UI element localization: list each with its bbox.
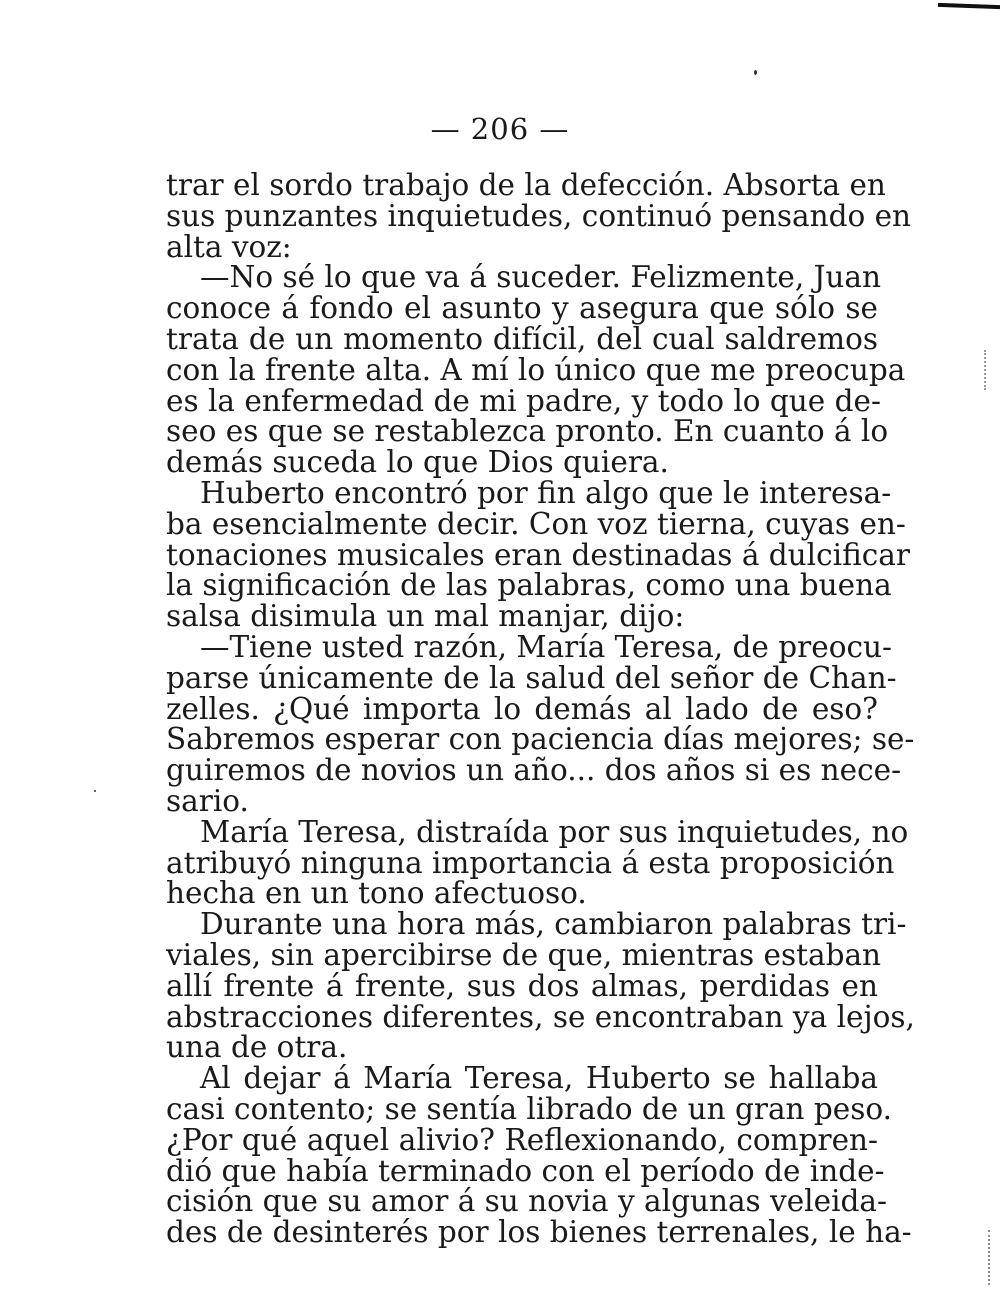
text-line: con la frente alta. A mí lo único que me preocupa (166, 352, 906, 387)
text-line: ¿Por qué aquel alivio? Reflexionando, compren- (166, 1122, 878, 1157)
text-body (166, 168, 915, 1250)
text-line: zelles. ¿Qué importa lo demás al lado de eso? (166, 691, 878, 726)
text-line: María Teresa, distraída por sus inquietudes, no (200, 814, 909, 849)
text-line: tonaciones musicales eran destinadas á dulcificar (166, 537, 910, 572)
text-line: seo es que se restablezca pronto. En cuanto á lo (166, 414, 889, 449)
speck (754, 70, 757, 75)
text-line: Huberto encontró por fin algo que le interesa- (200, 475, 892, 510)
scan-edge-mark (938, 3, 1000, 9)
text-line: trata de un momento difícil, del cual saldremos (166, 321, 878, 356)
text-line: una de otra. (166, 1030, 348, 1065)
text-line: viales, sin apercibirse de que, mientras estaban (166, 937, 882, 972)
text-line: Al dejar á María Teresa, Huberto se hallaba (200, 1061, 878, 1096)
text-line: ba esencialmente decir. Con voz tierna, cuyas en- (166, 506, 906, 541)
margin-dots (988, 1230, 994, 1285)
speck (94, 790, 96, 792)
text-line: atribuyó ninguna importancia á esta proposición (166, 845, 895, 880)
text-line: Durante una hora más, cambiaron palabras tri- (200, 907, 907, 942)
text-line: sario. (166, 783, 249, 818)
text-line: conoce á fondo el asunto y asegura que sólo se (166, 291, 878, 326)
text-line: sus punzantes inquietudes, continuó pensando en (166, 198, 912, 233)
text-line: trar el sordo trabajo de la defección. Absorta en (166, 168, 886, 202)
text-line: guiremos de novios un año... dos años si es nece- (166, 753, 902, 788)
text-line: la significación de las palabras, como una buena (166, 568, 892, 603)
text-line: dió que había terminado con el período de inde- (166, 1153, 885, 1188)
text-line: —No sé lo que va á suceder. Felizmente, Juan (200, 260, 882, 295)
text-line: Sabremos esperar con paciencia días mejores; se- (166, 722, 915, 757)
text-line: abstracciones diferentes, se encontraban ya lejos, (166, 999, 915, 1034)
text-line: cisión que su amor á su novia y algunas veleida- (166, 1184, 887, 1219)
text-line: alta voz: (166, 229, 292, 264)
text-line: des de desinterés por los bienes terrenales, le ha- (166, 1215, 912, 1250)
text-line: demás suceda lo que Dios quiera. (166, 445, 669, 480)
margin-dots (984, 350, 990, 390)
text-line: salsa disimula un mal manjar, dijo: (166, 599, 685, 634)
text-line: —Tiene usted razón, María Teresa, de preocu- (200, 629, 892, 664)
text-line: parse únicamente de la salud del señor de Chan- (166, 660, 897, 695)
text-line: es la enfermedad de mi padre, y todo lo que de- (166, 383, 881, 418)
text-line: hecha en un tono afectuoso. (166, 876, 587, 911)
page-number: — 206 — (430, 112, 570, 146)
text-line: allí frente á frente, sus dos almas, perdidas en (166, 968, 878, 1003)
text-line: casi contento; se sentía librado de un gran peso. (166, 1091, 893, 1126)
